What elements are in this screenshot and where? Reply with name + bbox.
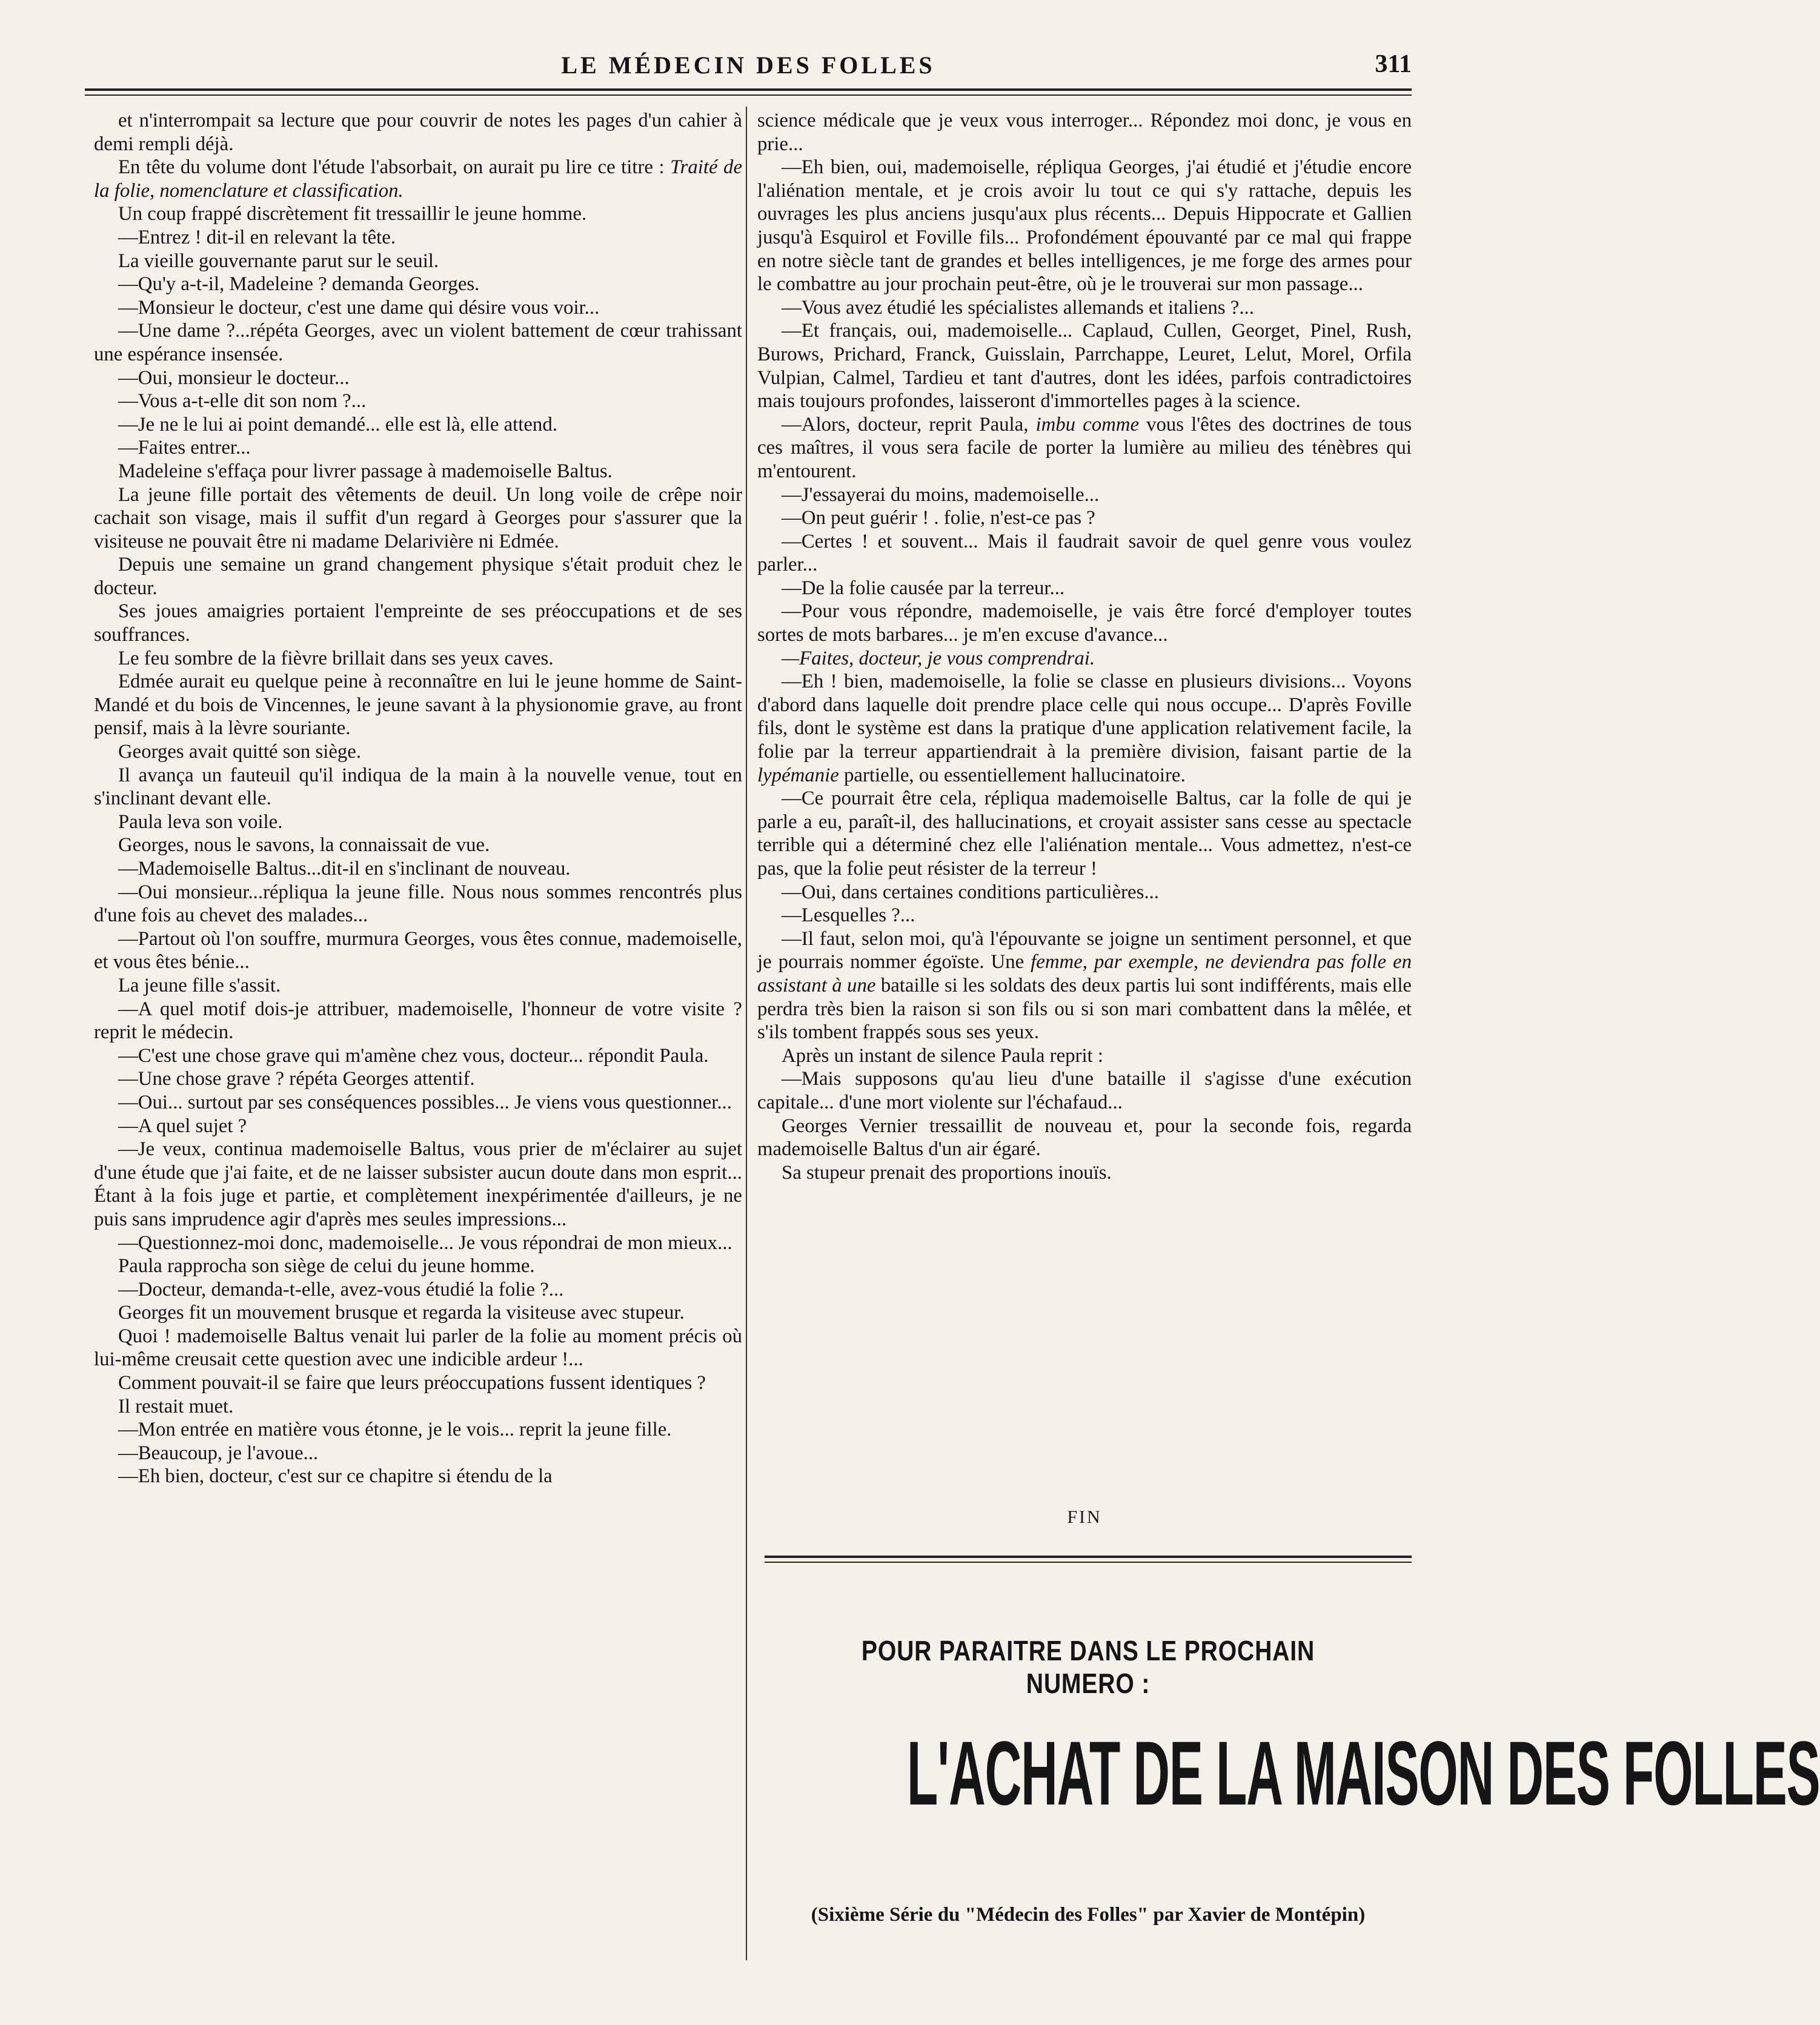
left-column (94, 109, 742, 1488)
paragraph: —De la folie causée par la terreur... (782, 577, 1065, 599)
paragraph: —Partout où l'on souffre, murmura Georges, vous êtes connue, mademoiselle, et vous êtes bénie... (94, 927, 742, 973)
paragraph: —Oui, dans certaines conditions particulières... (782, 881, 1159, 903)
paragraph: Quoi ! mademoiselle Baltus venait lui parler de la folie au moment précis où lui-même creusait cette question avec une indicible ardeur !... (94, 1325, 742, 1371)
paragraph: —Oui, monsieur le docteur... (118, 366, 350, 389)
paragraph: —Eh ! bien, mademoiselle, la folie se classe en plusieurs divisions... Voyons d'abord dans laquelle doit prendre place celle qui nous occupe... D'après Foville fils, dont le système est dans la pratique d'une application relativement facile, la folie par la terreur appartiendrait à la première division, faisant partie de la lypémanie partielle, ou essentiellement hallucinatoire. (757, 671, 1412, 786)
paragraph: Ses joues amaigries portaient l'empreinte de ses préoccupations et de ses souffrances. (94, 600, 742, 646)
paragraph: —Qu'y a-t-il, Madeleine ? demanda Georges. (118, 273, 480, 296)
paragraph: —Questionnez-moi donc, mademoiselle... Je vous répondrai de mon mieux... (118, 1231, 732, 1254)
paragraph: —Mademoiselle Baltus...dit-il en s'inclinant de nouveau. (118, 858, 571, 880)
paragraph: —Une dame ?...répéta Georges, avec un violent battement de cœur trahissant une espérance insensée. (94, 320, 742, 365)
paragraph: —A quel sujet ? (118, 1115, 247, 1137)
paragraph: —C'est une chose grave qui m'amène chez vous, docteur... répondit Paula. (118, 1044, 709, 1067)
running-title: LE MÉDECIN DES FOLLES (561, 51, 935, 79)
paragraph: Paula leva son voile. (118, 810, 283, 833)
paragraph: Il restait muet. (118, 1395, 234, 1417)
header-rule (85, 88, 1412, 91)
paragraph: —Je ne le lui ai point demandé... elle est là, elle attend. (118, 413, 557, 436)
section-rule-thin (765, 1562, 1412, 1563)
paragraph: —Pour vous répondre, mademoiselle, je vais être forcé d'employer toutes sortes de mots barbares... je m'en excuse d'avance... (757, 600, 1412, 646)
paragraph: —Ce pourrait être cela, répliqua mademoiselle Baltus, car la folle de qui je parle a eu, paraît-il, des hallucinations, et croyait assister sans cesse au spectacle terrible qui a déterminé chez elle l'aliénation mentale... Vous admettez, n'est-ce pas, que la folie peut résister de la terreur ! (757, 787, 1412, 880)
paragraph: Sa stupeur prenait des proportions inouïs. (782, 1161, 1112, 1184)
paragraph: —Mon entrée en matière vous étonne, je le vois... reprit la jeune fille. (118, 1419, 672, 1441)
paragraph: —Et français, oui, mademoiselle... Caplaud, Cullen, Georget, Pinel, Rush, Burows, Prichard, Franck, Guisslain, Parrchappe, Leuret, Lelut, Morel, Orfila Vulpian, Calmel, Tardieu et tant d'autres, dont les idées, parfois contradictoires mais toujours profondes, laisseront d'immortelles pages à la science. (757, 320, 1412, 413)
paragraph: Georges avait quitté son siège. (118, 741, 362, 763)
paragraph: Il avança un fauteuil qu'il indiqua de la main à la nouvelle venue, tout en s'inclinant devant elle. (94, 764, 742, 810)
paragraph: —Mais supposons qu'au lieu d'une bataille il s'agisse d'une exécution capitale... d'une mort violente sur l'échafaud... (757, 1068, 1412, 1113)
paragraph: —On peut guérir ! . folie, n'est-ce pas ? (782, 507, 1095, 529)
paragraph: Le feu sombre de la fièvre brillait dans ses yeux caves. (118, 647, 554, 669)
paragraph: —J'essayerai du moins, mademoiselle... (782, 483, 1100, 506)
paragraph: —Il faut, selon moi, qu'à l'épouvante se joigne un sentiment personnel, et que je pourrais nommer égoïste. Une femme, par exemple, ne deviendra pas folle en assistant à une bataille si les soldats des deux partis lui sont indifférents, mais elle perdra très bien la raison si son fils ou si son mari combattent dans la mêlée, et s'ils tombent frappés sous ses yeux. (757, 927, 1412, 1044)
paragraph: —Beaucoup, je l'avoue... (118, 1442, 319, 1464)
paragraph: La vieille gouvernante parut sur le seuil. (118, 250, 439, 272)
right-column (757, 109, 1412, 1184)
paragraph: —Faites entrer... (118, 437, 251, 459)
page-header (85, 47, 1412, 90)
announcement-subtitle: (Sixième Série du "Médecin des Folles" par Xavier de Montépin) (811, 1904, 1366, 1926)
paragraph: Comment pouvait-il se faire que leurs préoccupations fussent identiques ? (118, 1372, 706, 1394)
paragraph: Georges Vernier tressaillit de nouveau et, pour la seconde fois, regarda mademoiselle Baltus d'un air égaré. (757, 1115, 1412, 1161)
paragraph: La jeune fille portait des vêtements de deuil. Un long voile de crêpe noir cachait son visage, mais il suffit d'un regard à Georges pour s'assurer que la visiteuse ne pouvait être ni madame Delarivière ni Edmée. (94, 483, 742, 552)
paragraph: Edmée aurait eu quelque peine à reconnaître en lui le jeune homme de Saint-Mandé et du bois de Vincennes, le jeune savant à la physionomie grave, au front pensif, mais à la lèvre souriante. (94, 671, 742, 740)
paragraph: —Certes ! et souvent... Mais il faudrait savoir de quel genre vous voulez parler... (757, 530, 1412, 576)
paragraph: —Eh bien, docteur, c'est sur ce chapitre si étendu de la (118, 1465, 553, 1488)
header-rule-thin (85, 94, 1412, 96)
paragraph: et n'interrompait sa lecture que pour couvrir de notes les pages d'un cahier à demi rempli déjà. (94, 110, 742, 155)
paragraph: La jeune fille s'assit. (118, 974, 281, 996)
end-marker: FIN (1067, 1507, 1102, 1527)
paragraph: Madeleine s'effaça pour livrer passage à mademoiselle Baltus. (118, 460, 613, 482)
paragraph: —Alors, docteur, reprit Paula, imbu comme vous l'êtes des doctrines de tous ces maîtres, il vous sera facile de porter la lumière au milieu des ténèbres qui m'entourent. (757, 413, 1412, 482)
paragraph: science médicale que je veux vous interroger... Répondez moi donc, je vous en prie... (757, 110, 1412, 155)
paragraph: —Vous avez étudié les spécialistes allemands et italiens ?... (782, 296, 1254, 319)
announcement-heading: POUR PARAITRE DANS LE PROCHAIN NUMERO : (861, 1635, 1315, 1699)
paragraph: En tête du volume dont l'étude l'absorbait, on aurait pu lire ce titre : Traité de la folie, nomenclature et classification. (94, 156, 742, 202)
paragraph: Paula rapprocha son siège de celui du jeune homme. (118, 1255, 535, 1278)
paragraph: —Monsieur le docteur, c'est une dame qui désire vous voir... (118, 296, 600, 319)
page-number: 311 (1375, 50, 1412, 78)
paragraph: Un coup frappé discrètement fit tressaillir le jeune homme. (118, 203, 587, 225)
paragraph: —Docteur, demanda-t-elle, avez-vous étudié la folie ?... (118, 1278, 564, 1301)
paragraph: —Une chose grave ? répéta Georges attentif. (118, 1068, 475, 1090)
column-divider (746, 107, 747, 1960)
paragraph: —A quel motif dois-je attribuer, mademoiselle, l'honneur de votre visite ? reprit le médecin. (94, 998, 742, 1044)
section-rule (765, 1556, 1412, 1558)
announcement-title: L'ACHAT DE LA MAISON DES FOLLES (906, 1722, 1820, 1824)
paragraph: Depuis une semaine un grand changement physique s'était produit chez le docteur. (94, 554, 742, 599)
paragraph: —Faites, docteur, je vous comprendrai. (782, 647, 1095, 669)
paragraph: —Vous a-t-elle dit son nom ?... (118, 390, 367, 413)
paragraph: Après un instant de silence Paula reprit : (782, 1044, 1103, 1067)
paragraph: —Oui... surtout par ses conséquences possibles... Je viens vous questionner... (118, 1091, 732, 1113)
paragraph: —Eh bien, oui, mademoiselle, répliqua Georges, j'ai étudié et j'étudie encore l'aliénation mentale, et je crois avoir lu tout ce qui s'y rattache, depuis les ouvrages les plus anciens jusqu'aux plus récents... Depuis Hippocrate et Gallien jusqu'à Esquirol et Foville fils... Profondément épouvanté par ce mal qui frappe en notre siècle tant de grandes et belles intelligences, je me forge des armes pour le combattre au jour prochain peut-être, où je le trouverai sur mon passage... (757, 156, 1412, 296)
paragraph: —Lesquelles ?... (782, 904, 915, 927)
paragraph: Georges, nous le savons, la connaissait de vue. (118, 834, 490, 857)
paragraph: —Oui monsieur...répliqua la jeune fille. Nous nous sommes rencontrés plus d'une fois au chevet des malades... (94, 881, 742, 927)
paragraph: —Entrez ! dit-il en relevant la tête. (118, 226, 396, 248)
paragraph: —Je veux, continua mademoiselle Baltus, vous prier de m'éclairer au sujet d'une étude que j'ai faite, et de ne laisser subsister aucun doute dans mon esprit... Étant à la fois juge et partie, et complètement inexpérimentée d'ailleurs, je ne puis sans imprudence agir d'après mes seules impressions... (94, 1138, 742, 1230)
paragraph: Georges fit un mouvement brusque et regarda la visiteuse avec stupeur. (118, 1302, 685, 1324)
